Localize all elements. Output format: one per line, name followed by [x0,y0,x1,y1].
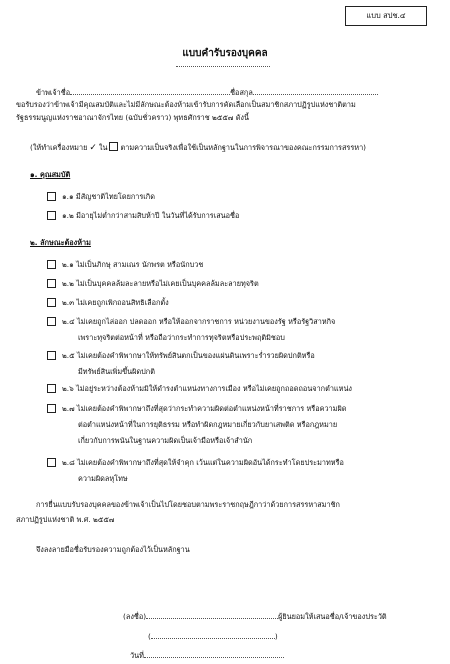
form-code-box: แบบ สปช.๔ [345,6,427,26]
date-label: วันที่ [130,651,144,660]
item-2-8-line1: ๒.๘ ไม่เคยต้องคำพิพากษาถึงที่สุดให้จำคุก เว้นแต่ในความผิดอันได้กระทำโดยประมาทหรือ [62,458,344,467]
checkbox-1-1[interactable] [47,192,56,201]
checkbox-2-8[interactable] [47,458,56,467]
item-2-6: ๒.๖ ไม่อยู่ระหว่างต้องห้ามมิให้ดำรงตำแหน่งทางการเมือง หรือไม่เคยถูกถอดถอนจากตำแหน่ง [62,384,352,393]
page-title: แบบคำรับรองบุคคล [182,48,268,59]
item-2-2: ๒.๒ ไม่เป็นบุคคลล้มละลายหรือไม่เคยเป็นบุคคลล้มละลายทุจริต [62,279,259,288]
item-1-1: ๑.๑ มีสัญชาติไทยโดยการเกิด [62,192,155,201]
checkbox-1-2[interactable] [47,211,56,220]
item-2-7-line3: เกี่ยวกับการพนันในฐานความผิดเป็นเจ้ามือหรือเจ้าสำนัก [78,436,253,445]
closing-line-1: การยื่นแบบรับรองบุคคลของข้าพเจ้าเป็นไปโดยชอบตามพระราชกฤษฎีกาว่าด้วยการสรรหาสมาชิก [36,500,340,509]
mark-instruction-a: (ให้ทำเครื่องหมาย [30,143,88,152]
mark-instruction [30,142,366,153]
date-line [130,649,284,661]
item-2-7-line2: ต่อตำแหน่งหน้าที่ในการยุติธรรม หรือทำผิดกฎหมายเกี่ยวกับยาเสพติด หรือกฎหมาย [78,420,338,429]
paren-open: ( [148,632,151,641]
item-2-3: ๒.๓ ไม่เคยถูกเพิกถอนสิทธิเลือกตั้ง [62,298,169,307]
item-2-1: ๒.๑ ไม่เป็นภิกษุ สามเณร นักพรต หรือนักบวช [62,260,204,269]
section1-heading: ๑. คุณสมบัติ [30,170,71,179]
item-2-5-line2: มีทรัพย์สินเพิ่มขึ้นผิดปกติ [78,367,155,376]
mark-instruction-b: ใน [98,143,108,152]
checkbox-2-4[interactable] [47,317,56,326]
signer-role: ผู้ยินยอมให้เสนอชื่อ/เจ้าของประวัติ [278,612,387,621]
item-2-7-line1: ๒.๗ ไม่เคยต้องคำพิพากษาถึงที่สุดว่ากระทำความผิดต่อตำแหน่งหน้าที่ราชการ หรือความผิด [62,404,347,413]
closing-line-3: จึงลงลายมือชื่อรับรองความถูกต้องไว้เป็นหลักฐาน [36,545,190,554]
surname-field[interactable] [253,86,378,95]
item-2-4-line2: เพราะทุจริตต่อหน้าที่ หรือถือว่ากระทำการทุจริตหรือประพฤติมิชอบ [78,333,285,342]
printed-name-line [148,630,278,642]
checkbox-2-3[interactable] [47,298,56,307]
mark-instruction-c: ตามความเป็นจริงเพื่อใช้เป็นหลักฐานในการพิจารณาของคณะกรรมการสรรหา) [120,143,367,152]
name-line [36,86,378,98]
section2-heading: ๒. ลักษณะต้องห้าม [30,238,91,247]
name-field[interactable] [70,86,230,95]
intro-line-1: ขอรับรองว่าข้าพเจ้ามีคุณสมบัติและไม่มีลักษณะต้องห้ามเข้ารับการคัดเลือกเป็นสมาชิกสภาปฏิรูปแห่งชาติตาม [16,100,356,109]
signature-field[interactable] [146,610,278,619]
paren-close: ) [274,632,278,641]
closing-line-2: สภาปฏิรูปแห่งชาติ พ.ศ. ๒๕๕๗ [16,515,115,524]
item-1-2: ๑.๒ มีอายุไม่ต่ำกว่าสามสิบห้าปี ในวันที่ได้รับการเสนอชื่อ [62,211,240,220]
checkbox-2-7[interactable] [47,404,56,413]
item-2-5-line1: ๒.๕ ไม่เคยต้องคำพิพากษาให้ทรัพย์สินตกเป็นของแผ่นดินเพราะร่ำรวยผิดปกติหรือ [62,351,315,360]
checkbox-2-6[interactable] [47,384,56,393]
signature-line [123,610,387,622]
item-2-8-line2: ความผิดลหุโทษ [78,474,128,483]
checkbox-2-2[interactable] [47,279,56,288]
item-2-4-line1: ๒.๔ ไม่เคยถูกไล่ออก ปลดออก หรือให้ออกจากราชการ หน่วยงานของรัฐ หรือรัฐวิสาหกิจ [62,317,336,326]
printed-name-field[interactable] [151,630,275,639]
title-underline [176,66,270,67]
surname-label: ชื่อสกุล [230,88,253,97]
sign-label: (ลงชื่อ) [123,612,147,621]
date-field[interactable] [144,649,284,658]
checkbox-sample-icon [109,142,118,151]
check-icon: ✓ [89,143,97,153]
intro-line-2: รัฐธรรมนูญแห่งราชอาณาจักรไทย (ฉบับชั่วคราว) พุทธศักราช ๒๕๕๗ ดังนี้ [16,113,249,122]
checkbox-2-5[interactable] [47,351,56,360]
name-label: ข้าพเจ้าชื่อ [36,88,71,97]
checkbox-2-1[interactable] [47,260,56,269]
